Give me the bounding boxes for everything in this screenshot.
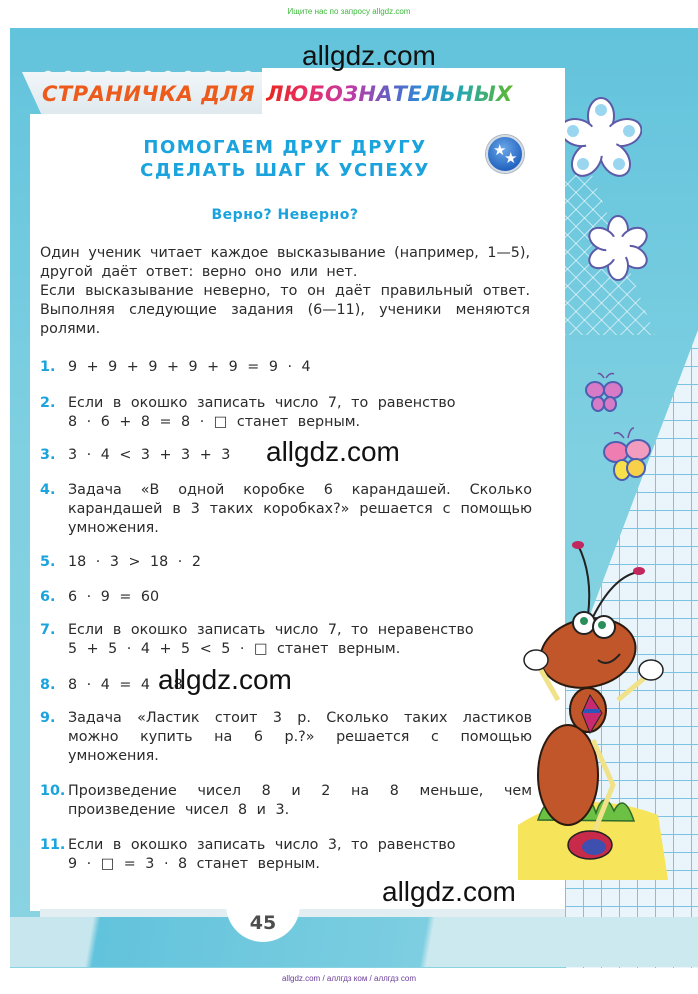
task-item — [40, 588, 532, 607]
butterfly-icon — [600, 424, 656, 486]
bottom-decor-band — [10, 917, 698, 967]
task-item — [40, 394, 532, 432]
task-item — [40, 836, 532, 874]
banner-left-title: СТРАНИЧКА ДЛЯ — [42, 82, 256, 106]
ant-character-illustration — [518, 535, 668, 880]
two-stars-icon: ★ ★ — [486, 135, 524, 173]
task-item — [40, 621, 500, 659]
task-text: 9 + 9 + 9 + 9 + 9 = 9 · 4 — [68, 359, 311, 375]
task-item — [40, 481, 532, 538]
top-search-note: Ищите нас по запросу allgdz.com — [287, 7, 411, 16]
task-number: 9. — [40, 710, 56, 726]
task-text: Произведение чисел 8 и 2 на 8 меньше, чем произведение чисел 8 и 3. — [68, 783, 532, 818]
task-item — [40, 782, 532, 820]
card-shadow — [40, 909, 565, 917]
task-text: 6 · 9 = 60 — [68, 589, 160, 605]
task-number: 1. — [40, 359, 56, 375]
task-number: 7. — [40, 622, 56, 638]
task-text: Задача «Ластик стоит 3 р. Сколько таких ластиков можно купить на 6 р.?» решается с помощью умножения. — [68, 710, 532, 764]
page-number: 45 — [249, 912, 277, 934]
section-title-line-1: ПОМОГАЕМ ДРУГ ДРУГУ — [143, 137, 427, 158]
butterfly-icon — [584, 372, 624, 416]
task-text: 5 + 5 · 4 + 5 < 5 · □ станет верным. — [68, 641, 401, 657]
task-number: 5. — [40, 554, 56, 570]
task-text: Задача «В одной коробке 6 карандашей. Сколько карандашей в 3 таких коробках?» решается с помощью умножения. — [68, 482, 532, 536]
task-text: Если в окошко записать число 7, то равенство — [68, 395, 456, 411]
task-item — [40, 553, 532, 572]
watermark: allgdz.com — [158, 664, 292, 695]
task-number: 8. — [40, 677, 56, 693]
task-number: 10. — [40, 783, 66, 799]
task-text: Если в окошко записать число 3, то равенство — [68, 837, 456, 853]
task-text: 18 · 3 > 18 · 2 — [68, 554, 201, 570]
footer-links: allgdz.com / аллгдз ком / аллгдз com — [281, 974, 417, 983]
banner-right-title: ЛЮБОЗНАТЕЛЬНЫХ — [266, 82, 513, 106]
intro-paragraph — [40, 244, 530, 339]
task-text: 9 · □ = 3 · 8 станет верным. — [68, 856, 320, 872]
task-text: Если в окошко записать число 7, то неравенство — [68, 622, 474, 638]
watermark: allgdz.com — [266, 436, 400, 467]
section-title-line-2: СДЕЛАТЬ ШАГ К УСПЕХУ — [140, 160, 430, 181]
task-text: 3 · 4 < 3 + 3 + 3 — [68, 447, 231, 463]
subheading: Верно? Неверно? — [211, 207, 359, 223]
intro-text-1: Один ученик читает каждое высказывание (например, 1—5), другой даёт ответ: верно оно или нет. — [40, 245, 530, 280]
task-number: 3. — [40, 447, 56, 463]
intro-text-2: Если высказывание неверно, то он даёт правильный ответ. Выполняя следующие задания (6—11), ученики меняются ролями. — [40, 283, 530, 337]
task-number: 4. — [40, 482, 56, 498]
task-number: 2. — [40, 395, 56, 411]
watermark: allgdz.com — [302, 40, 436, 71]
task-text: 8 · 4 = 4 · 8 — [68, 677, 183, 693]
task-item — [40, 358, 532, 377]
task-number: 11. — [40, 837, 66, 853]
task-item — [40, 709, 532, 766]
flower-icon — [583, 213, 653, 283]
flower-icon — [560, 95, 642, 185]
watermark: allgdz.com — [382, 876, 516, 907]
task-number: 6. — [40, 589, 56, 605]
task-text: 8 · 6 + 8 = 8 · □ станет верным. — [68, 414, 361, 430]
